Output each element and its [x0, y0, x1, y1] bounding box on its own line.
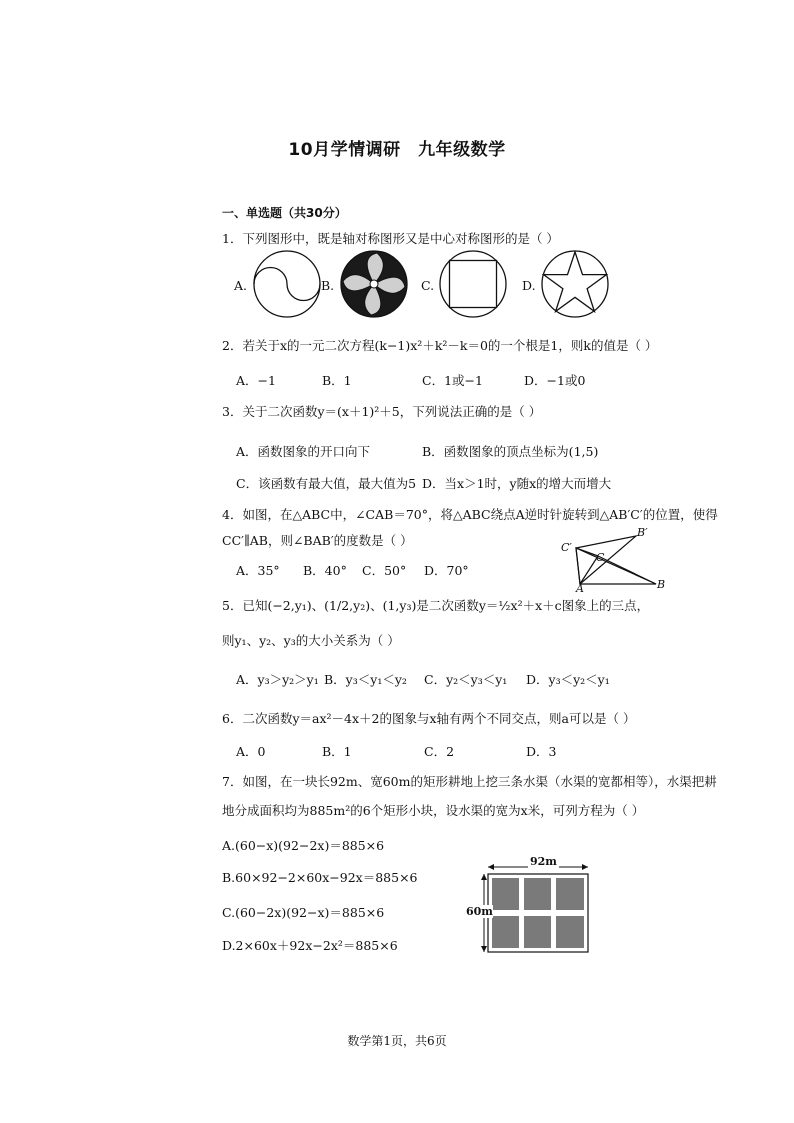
q7-option-d[interactable]: D.2×60x＋92x−2x²＝885×6 [222, 938, 398, 953]
q2-option-a[interactable]: A．−1 [236, 373, 276, 388]
q2-option-b[interactable]: B．1 [322, 373, 352, 388]
q2-option-d[interactable]: D．−1或0 [524, 373, 586, 388]
q4-option-a[interactable]: A．35° [236, 563, 280, 578]
q4-option-c[interactable]: C．50° [362, 563, 407, 578]
q3-option-a[interactable]: A．函数图象的开口向下 [236, 444, 371, 459]
q1-figure-d-circle-star [540, 249, 610, 319]
q1-option-a[interactable]: A. [234, 278, 248, 293]
q7-option-a[interactable]: A.(60−x)(92−2x)＝885×6 [222, 838, 385, 853]
page-title: 10月学情调研 九年级数学 [288, 140, 506, 160]
q3-option-d[interactable]: D．当x＞1时，y随x的增大而增大 [422, 476, 612, 491]
question-4-text-line1: 4．如图，在△ABC中，∠CAB＝70°，将△ABC绕点A逆时针旋转到△AB′C′的位置，使得 [222, 507, 718, 522]
question-5-text-line1: 5．已知(−2,y₁)、(1/2,y₂)、(1,y₃)是二次函数y＝½x²＋x＋c图象上的三点， [222, 598, 650, 613]
q4-option-d[interactable]: D．70° [424, 563, 469, 578]
q1-option-d[interactable]: D. [522, 278, 536, 293]
q7-field-figure [478, 860, 598, 960]
page-footer: 数学第1页，共6页 [347, 1034, 447, 1048]
q4-label-b: B [657, 578, 666, 591]
q3-option-b[interactable]: B．函数图象的顶点坐标为(1,5) [422, 444, 599, 459]
q7-option-c[interactable]: C.(60−2x)(92−x)＝885×6 [222, 905, 385, 920]
section-heading: 一、单选题（共30分） [222, 206, 347, 220]
question-4-text-line2: CC′∥AB，则∠BAB′的度数是（ ） [222, 533, 413, 548]
q4-label-b-prime: B′ [637, 526, 648, 539]
q7-width-label: 92m [530, 855, 557, 868]
question-6-text: 6．二次函数y＝ax²－4x＋2的图象与x轴有两个不同交点，则a可以是（ ） [222, 711, 636, 726]
q5-option-d[interactable]: D．y₃＜y₂＜y₁ [526, 672, 610, 687]
q3-option-c[interactable]: C．该函数有最大值，最大值为5 [236, 476, 417, 491]
q6-option-d[interactable]: D．3 [526, 744, 557, 759]
question-3-text: 3．关于二次函数y＝(x＋1)²＋5，下列说法正确的是（ ） [222, 404, 542, 419]
q1-figure-b-pinwheel [339, 249, 409, 319]
q1-option-b[interactable]: B. [321, 278, 335, 293]
q5-option-b[interactable]: B．y₃＜y₁＜y₂ [324, 672, 407, 687]
q6-option-a[interactable]: A．0 [236, 744, 266, 759]
q1-figure-a-yinyang [252, 249, 322, 319]
q1-option-c[interactable]: C. [421, 278, 435, 293]
question-2-text: 2．若关于x的一元二次方程(k−1)x²＋k²－k＝0的一个根是1，则k的值是（ ） [222, 338, 658, 353]
q5-option-c[interactable]: C．y₂＜y₃＜y₁ [424, 672, 508, 687]
q4-label-a: A [576, 582, 584, 595]
q1-figure-c-circle-square [438, 249, 508, 319]
question-7-text-line1: 7．如图，在一块长92m、宽60m的矩形耕地上挖三条水渠（水渠的宽都相等），水渠把耕 [222, 774, 717, 789]
q4-label-c: C [596, 551, 605, 564]
question-7-text-line2: 地分成面积均为885m²的6个矩形小块，设水渠的宽为x米，可列方程为（ ） [222, 803, 645, 818]
q7-height-label: 60m [466, 905, 493, 918]
q4-option-b[interactable]: B．40° [303, 563, 347, 578]
q7-option-b[interactable]: B.60×92−2×60x−92x＝885×6 [222, 870, 418, 885]
question-5-text-line2: 则y₁、y₂、y₃的大小关系为（ ） [222, 633, 400, 648]
q4-label-c-prime: C′ [561, 541, 572, 554]
question-1-text: 1．下列图形中，既是轴对称图形又是中心对称图形的是（ ） [222, 231, 559, 246]
q6-option-b[interactable]: B．1 [322, 744, 352, 759]
q6-option-c[interactable]: C．2 [424, 744, 455, 759]
q2-option-c[interactable]: C．1或−1 [422, 373, 483, 388]
q5-option-a[interactable]: A．y₃＞y₂＞y₁ [236, 672, 319, 687]
